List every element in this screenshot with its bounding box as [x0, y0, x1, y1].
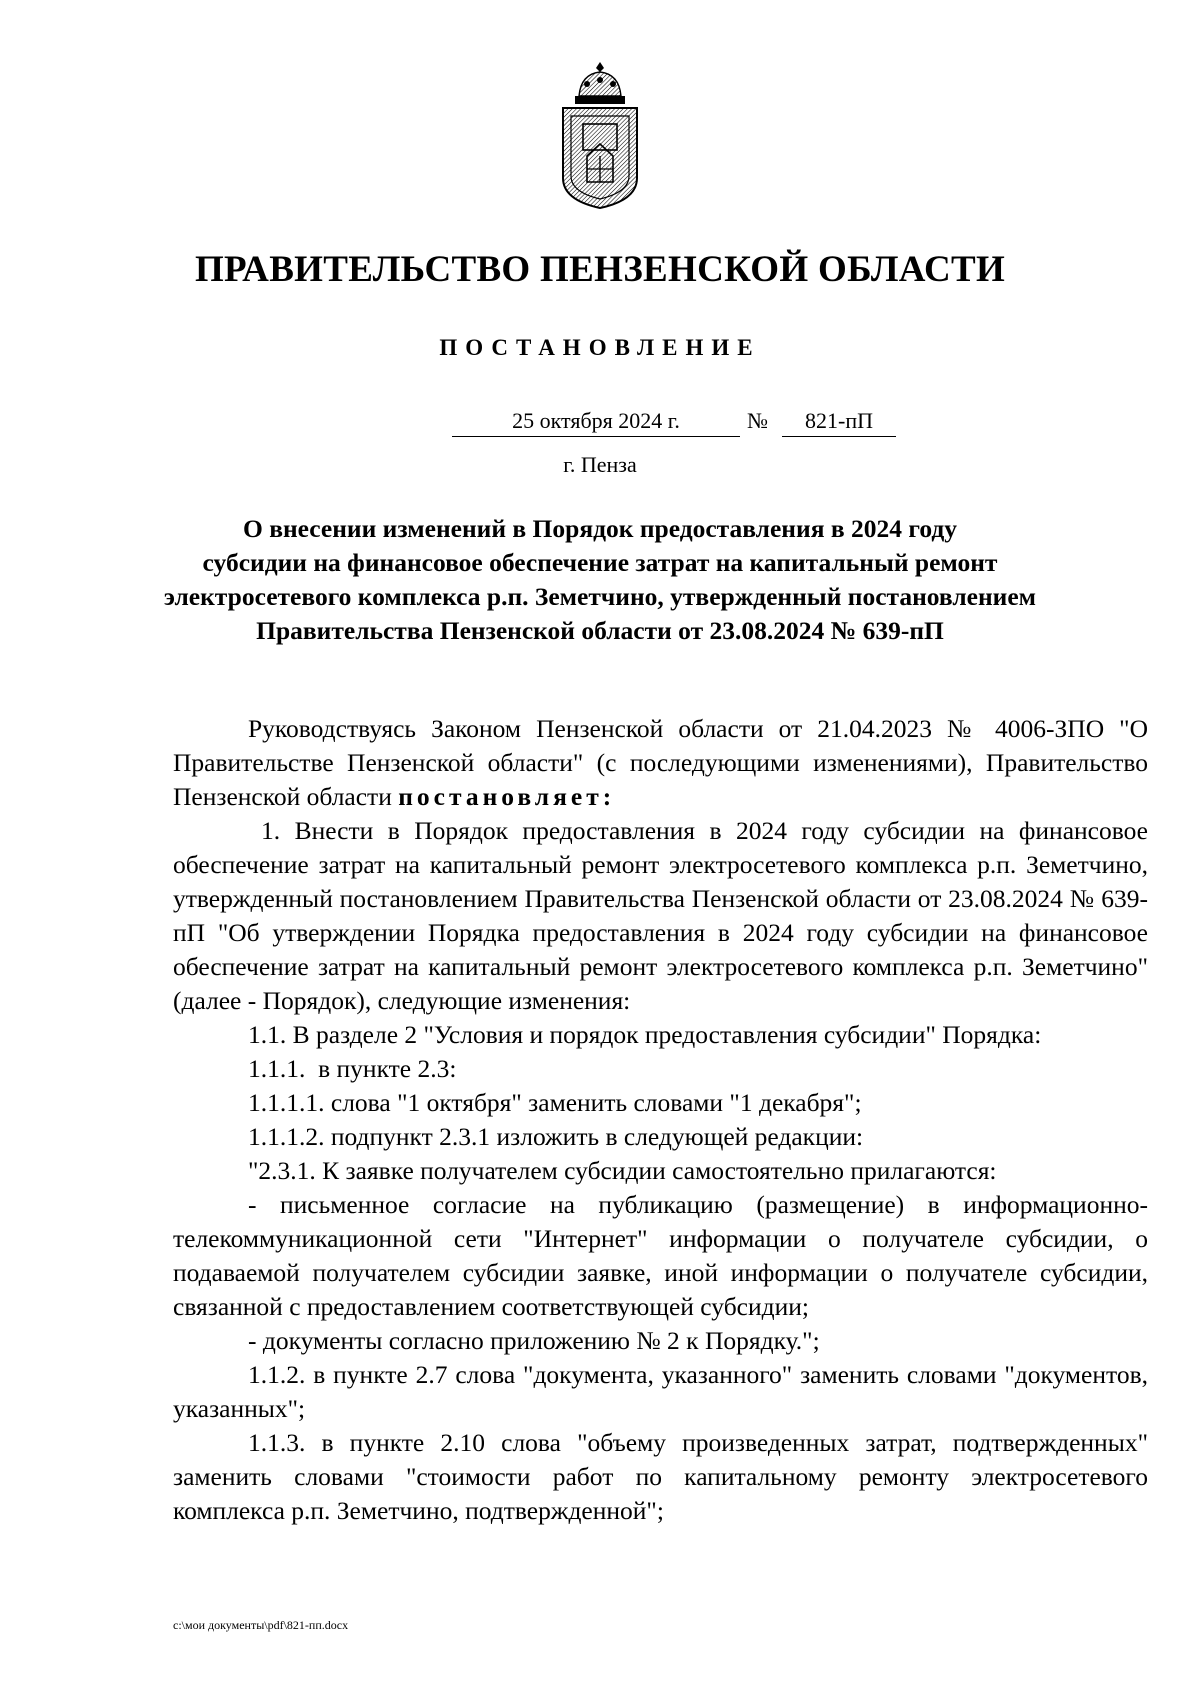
number-sign: № [747, 408, 768, 433]
paragraph-1-1-3: 1.1.3. в пункте 2.10 слова "объему произведенных затрат, подтвержденных" заменить словами "стоимости работ по капитальному ремонту электросетевого комплекса р.п. Земетчино, подтвержденной"; [173, 1428, 1148, 1525]
preamble-text: Руководствуясь Законом Пензенской области от 21.04.2023 № 4006-ЗПО "О Правительстве Пензенской области" (с последующими изменениями), Правительство Пензенской области [173, 714, 1148, 811]
document-number: 821-пП [782, 406, 896, 437]
file-path-footer: c:\мои документы\pdf\821-пп.docx [173, 1618, 349, 1632]
preamble-paragraph [173, 712, 1148, 814]
document-type: ПОСТАНОВЛЕНИЕ [439, 335, 761, 360]
resolves-word: постановляет: [398, 782, 616, 811]
document-body [173, 712, 1148, 1528]
subject-line: Правительства Пензенской области от 23.08.2024 № 639-пП [256, 616, 944, 645]
subject-line: электросетевого комплекса р.п. Земетчино, утвержденный постановлением [163, 582, 1037, 611]
dash-item-documents: - документы согласно приложению № 2 к Порядку."; [248, 1326, 820, 1355]
paragraph-2-3-1: "2.3.1. К заявке получателем субсидии самостоятельно прилагаются: [248, 1156, 997, 1185]
document-date: 25 октября 2024 г. [452, 406, 740, 437]
document-subject [120, 512, 1080, 648]
paragraph-1-1-1-1: 1.1.1.1. слова "1 октября" заменить словами "1 декабря"; [248, 1088, 862, 1117]
subject-line: О внесении изменений в Порядок предоставления в 2024 году [242, 514, 957, 543]
paragraph-1: 1. Внести в Порядок предоставления в 2024 году субсидии на финансовое обеспечение затрат на капитальный ремонт электросетевого комплекса р.п. Земетчино, утвержденный постановлением Правительства Пензенской области от 23.08.2024 № 639-пП "Об утверждении Порядка предоставления в 2024 году субсидии на финансовое обеспечение затрат на капитальный ремонт электросетевого комплекса р.п. Земетчино" (далее - Порядок), следующие изменения: [173, 816, 1148, 1015]
paragraph-1-1-1-2: 1.1.1.2. подпункт 2.3.1 изложить в следующей редакции: [248, 1122, 864, 1151]
issue-city: г. Пенза [563, 452, 637, 477]
dash-item-consent: - письменное согласие на публикацию (размещение) в информационно-телекоммуникационной сети "Интернет" информации о получателе субсидии, о подаваемой получателем субсидии заявке, иной информации о получателе субсидии, связанной с предоставлением соответствующей субсидии; [173, 1190, 1148, 1321]
paragraph-1-1-2: 1.1.2. в пункте 2.7 слова "документа, указанного" заменить словами "документов, указанных"; [173, 1360, 1148, 1423]
subject-line: субсидии на финансовое обеспечение затрат на капитальный ремонт [202, 548, 998, 577]
paragraph-1-1-1: 1.1.1. в пункте 2.3: [248, 1054, 457, 1083]
paragraph-1-1: 1.1. В разделе 2 "Условия и порядок предоставления субсидии" Порядка: [248, 1020, 1042, 1049]
government-title: ПРАВИТЕЛЬСТВО ПЕНЗЕНСКОЙ ОБЛАСТИ [194, 249, 1006, 290]
coat-of-arms-icon [557, 60, 643, 210]
